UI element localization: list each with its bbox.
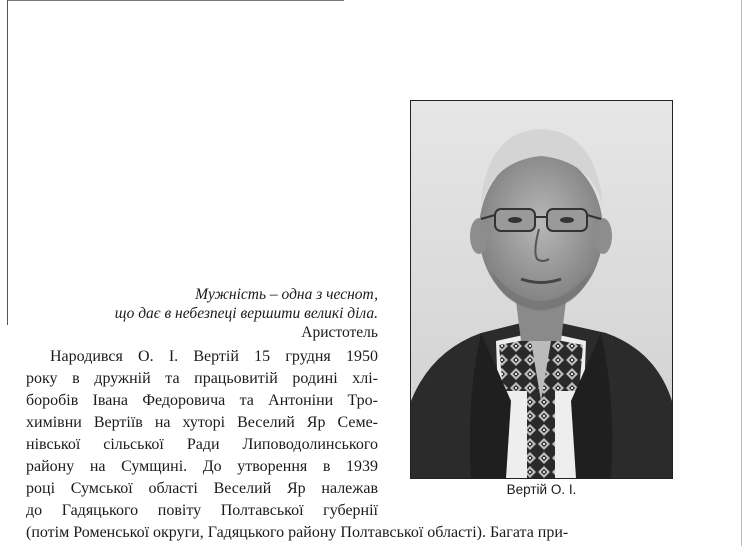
body-line: року в дружній та працьовитій родині хлі-	[26, 370, 378, 387]
body-line: Народився О. І. Вертій 15 грудня 1950	[50, 348, 378, 365]
body-line: боробів Івана Федоровича та Антоніни Тро-	[26, 392, 378, 409]
epigraph-author: Аристотель	[301, 324, 378, 341]
portrait-illustration	[411, 101, 672, 478]
photo-caption: Вертій О. І.	[506, 482, 577, 497]
body-line: химівни Вертіїв на хуторі Веселий Яр Семе-	[26, 414, 378, 431]
epigraph	[115, 285, 378, 342]
portrait-photo	[410, 100, 673, 479]
body-line-full-width: (потім Роменської округи, Гадяцького району Полтавської області). Багата при-	[26, 524, 569, 541]
body-line: району на Сумщині. До утворення в 1939	[26, 458, 378, 475]
body-line: нівської сільської Ради Липоводолинського	[26, 436, 378, 453]
body-paragraph	[26, 346, 378, 522]
epigraph-line-2: що дає в небезпеці вершити великі діла.	[114, 305, 378, 322]
top-rule	[8, 0, 344, 1]
cut-off-text-line	[26, 541, 711, 546]
body-line: році Сумської області Веселий Яр належав	[26, 480, 378, 497]
left-margin-rule	[7, 0, 8, 325]
right-edge-rule	[741, 0, 742, 546]
epigraph-line-1: Мужність – одна з чеснот,	[195, 286, 378, 303]
body-line: до Гадяцького повіту Полтавської губернії	[26, 502, 378, 519]
